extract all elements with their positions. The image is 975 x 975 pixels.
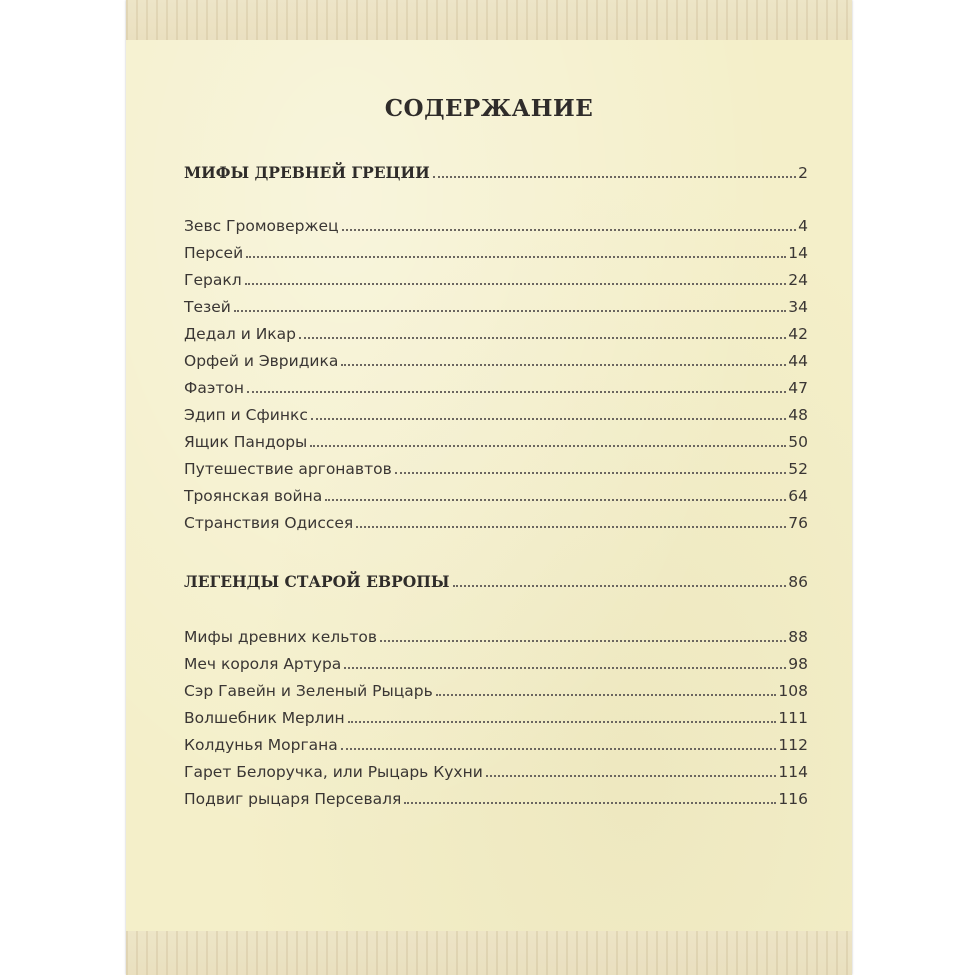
book-page (126, 0, 852, 975)
toc-entry-page: 24 (788, 271, 808, 289)
leader-dots (395, 471, 787, 474)
leader-dots (234, 309, 786, 312)
toc-section-europe-items (184, 619, 808, 808)
leader-dots (299, 336, 786, 339)
toc-section-greece-items (184, 208, 808, 532)
toc-entry[interactable] (184, 289, 808, 316)
toc-entry-label: Меч короля Артура (184, 655, 342, 673)
toc-entry-label: Странствия Одиссея (184, 514, 354, 532)
leader-dots (311, 417, 786, 420)
toc-entry[interactable] (184, 700, 808, 727)
toc-entry-page: 112 (778, 736, 808, 754)
toc-entry-label: Гарет Белоручка, или Рыцарь Кухни (184, 763, 483, 781)
toc-entry-page: 76 (788, 514, 808, 532)
toc-entry-page: 108 (778, 682, 808, 700)
leader-dots (245, 282, 787, 285)
leader-dots (341, 747, 777, 750)
toc-entry-label: Зевс Громовержец (184, 217, 339, 235)
toc-entry[interactable] (184, 673, 808, 700)
leader-dots (325, 498, 786, 501)
leader-dots (348, 720, 777, 723)
toc-entry[interactable] (184, 646, 808, 673)
leader-dots (310, 444, 786, 447)
toc-entry-label: Путешествие аргонавтов (184, 460, 392, 478)
toc-entry[interactable] (184, 478, 808, 505)
ornament-border-bottom (126, 931, 852, 975)
toc-entry[interactable] (184, 619, 808, 646)
toc-heading-row[interactable] (184, 564, 808, 591)
ornament-border-top (126, 0, 852, 40)
toc-entry-page: 114 (778, 763, 808, 781)
toc-entry-page: 52 (788, 460, 808, 478)
toc-entry-page: 50 (788, 433, 808, 451)
toc-entry[interactable] (184, 208, 808, 235)
toc-heading-label: ЛЕГЕНДЫ СТАРОЙ ЕВРОПЫ (184, 572, 450, 591)
toc-heading-page: 2 (798, 164, 808, 182)
toc-heading-label: МИФЫ ДРЕВНЕЙ ГРЕЦИИ (184, 163, 430, 182)
leader-dots (433, 175, 796, 178)
toc-entry-page: 4 (798, 217, 808, 235)
toc-entry[interactable] (184, 370, 808, 397)
toc-entry-label: Тезей (184, 298, 231, 316)
toc-entry-label: Фаэтон (184, 379, 244, 397)
toc-entry-page: 98 (788, 655, 808, 673)
toc-entry[interactable] (184, 451, 808, 478)
leader-dots (436, 693, 777, 696)
toc-entry-label: Колдунья Моргана (184, 736, 338, 754)
toc-entry-page: 111 (778, 709, 808, 727)
toc-entry-page: 42 (788, 325, 808, 343)
toc-entry-label: Персей (184, 244, 244, 262)
page-title: СОДЕРЖАНИЕ (384, 95, 594, 122)
toc-entry-label: Орфей и Эвридика (184, 352, 339, 370)
toc-entry[interactable] (184, 754, 808, 781)
leader-dots (341, 363, 786, 366)
toc-entry[interactable] (184, 262, 808, 289)
toc-entry[interactable] (184, 781, 808, 808)
leader-dots (356, 525, 786, 528)
toc-entry[interactable] (184, 727, 808, 754)
toc-entry-label: Дедал и Икар (184, 325, 296, 343)
toc-entry-label: Мифы древних кельтов (184, 628, 377, 646)
toc-heading-row[interactable] (184, 155, 808, 182)
toc-entry[interactable] (184, 505, 808, 532)
toc-entry-label: Подвиг рыцаря Персеваля (184, 790, 402, 808)
toc-entry-page: 14 (788, 244, 808, 262)
leader-dots (380, 639, 786, 642)
toc-entry-page: 48 (788, 406, 808, 424)
toc-entry-label: Волшебник Мерлин (184, 709, 345, 727)
leader-dots (342, 228, 797, 231)
toc-entry-label: Сэр Гавейн и Зеленый Рыцарь (184, 682, 433, 700)
leader-dots (246, 255, 786, 258)
toc-entry-page: 47 (788, 379, 808, 397)
leader-dots (486, 774, 777, 777)
toc-entry-label: Ящик Пандоры (184, 433, 308, 451)
toc-entry[interactable] (184, 316, 808, 343)
toc-entry[interactable] (184, 343, 808, 370)
toc-entry-page: 64 (788, 487, 808, 505)
leader-dots (404, 801, 776, 804)
toc-entry-page: 34 (788, 298, 808, 316)
toc-section-greece-heading (184, 155, 808, 182)
toc-entry[interactable] (184, 235, 808, 262)
leader-dots (247, 390, 786, 393)
toc-entry-label: Геракл (184, 271, 242, 289)
toc-entry-page: 88 (788, 628, 808, 646)
leader-dots (453, 584, 787, 587)
toc-entry-label: Троянская война (184, 487, 323, 505)
toc-entry[interactable] (184, 397, 808, 424)
toc-entry-label: Эдип и Сфинкс (184, 406, 308, 424)
leader-dots (344, 666, 786, 669)
toc-section-europe-heading (184, 564, 808, 591)
toc-entry-page: 44 (788, 352, 808, 370)
toc-entry[interactable] (184, 424, 808, 451)
toc-heading-page: 86 (788, 573, 808, 591)
toc-entry-page: 116 (778, 790, 808, 808)
